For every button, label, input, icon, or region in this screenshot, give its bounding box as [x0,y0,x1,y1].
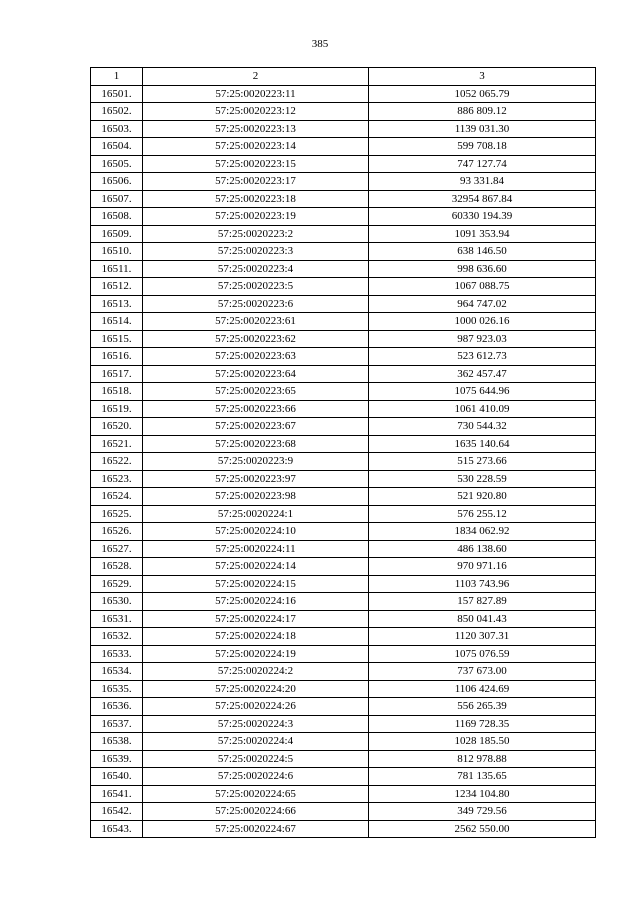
cadastral-id-cell: 57:25:0020224:14 [143,558,369,576]
value-cell: 1169 728.35 [369,715,596,733]
cadastral-id-cell: 57:25:0020224:2 [143,663,369,681]
row-number-cell: 16525. [91,505,143,523]
value-cell: 638 146.50 [369,243,596,261]
value-cell: 32954 867.84 [369,190,596,208]
row-number-cell: 16503. [91,120,143,138]
table-row [91,768,596,786]
value-cell: 523 612.73 [369,348,596,366]
column-header-number: 1 [91,68,143,86]
cadastral-id-cell: 57:25:0020223:97 [143,470,369,488]
row-number-cell: 16530. [91,593,143,611]
table-row [91,610,596,628]
row-number-cell: 16529. [91,575,143,593]
table-row [91,348,596,366]
table-row [91,173,596,191]
cadastral-id-cell: 57:25:0020224:17 [143,610,369,628]
value-cell: 556 265.39 [369,698,596,716]
cadastral-id-cell: 57:25:0020223:12 [143,103,369,121]
cadastral-id-cell: 57:25:0020223:6 [143,295,369,313]
value-cell: 1635 140.64 [369,435,596,453]
table-row [91,418,596,436]
cadastral-id-cell: 57:25:0020224:19 [143,645,369,663]
row-number-cell: 16539. [91,750,143,768]
value-cell: 964 747.02 [369,295,596,313]
value-cell: 730 544.32 [369,418,596,436]
row-number-cell: 16537. [91,715,143,733]
table-row [91,243,596,261]
value-cell: 781 135.65 [369,768,596,786]
row-number-cell: 16509. [91,225,143,243]
cadastral-value-table [90,67,596,838]
table-row [91,803,596,821]
row-number-cell: 16533. [91,645,143,663]
table-row [91,383,596,401]
table-row [91,733,596,751]
cadastral-id-cell: 57:25:0020223:4 [143,260,369,278]
value-cell: 362 457.47 [369,365,596,383]
row-number-cell: 16504. [91,138,143,156]
cadastral-id-cell: 57:25:0020224:1 [143,505,369,523]
row-number-cell: 16522. [91,453,143,471]
cadastral-id-cell: 57:25:0020223:17 [143,173,369,191]
cadastral-id-cell: 57:25:0020223:62 [143,330,369,348]
value-cell: 812 978.88 [369,750,596,768]
row-number-cell: 16518. [91,383,143,401]
value-cell: 157 827.89 [369,593,596,611]
table-row [91,558,596,576]
table-row [91,488,596,506]
table-row [91,330,596,348]
cadastral-id-cell: 57:25:0020223:98 [143,488,369,506]
cadastral-id-cell: 57:25:0020223:9 [143,453,369,471]
row-number-cell: 16519. [91,400,143,418]
cadastral-id-cell: 57:25:0020223:18 [143,190,369,208]
table-row [91,120,596,138]
value-cell: 1052 065.79 [369,85,596,103]
table-row [91,575,596,593]
row-number-cell: 16512. [91,278,143,296]
cadastral-id-cell: 57:25:0020223:14 [143,138,369,156]
table-row [91,785,596,803]
row-number-cell: 16508. [91,208,143,226]
table-row [91,453,596,471]
table-body [91,85,596,838]
table-row [91,820,596,838]
value-cell: 1120 307.31 [369,628,596,646]
table-row [91,505,596,523]
value-cell: 1075 644.96 [369,383,596,401]
row-number-cell: 16541. [91,785,143,803]
table-row [91,138,596,156]
cadastral-id-cell: 57:25:0020223:66 [143,400,369,418]
cadastral-id-cell: 57:25:0020223:15 [143,155,369,173]
row-number-cell: 16531. [91,610,143,628]
row-number-cell: 16536. [91,698,143,716]
table-row [91,103,596,121]
table-row [91,663,596,681]
table-row [91,190,596,208]
value-cell: 521 920.80 [369,488,596,506]
cadastral-id-cell: 57:25:0020223:68 [143,435,369,453]
row-number-cell: 16513. [91,295,143,313]
row-number-cell: 16514. [91,313,143,331]
table-row [91,313,596,331]
cadastral-id-cell: 57:25:0020224:3 [143,715,369,733]
cadastral-id-cell: 57:25:0020224:10 [143,523,369,541]
value-cell: 987 923.03 [369,330,596,348]
cadastral-id-cell: 57:25:0020224:20 [143,680,369,698]
value-cell: 1075 076.59 [369,645,596,663]
table-row [91,715,596,733]
value-cell: 1834 062.92 [369,523,596,541]
table-row [91,540,596,558]
cadastral-id-cell: 57:25:0020223:3 [143,243,369,261]
table-row [91,593,596,611]
value-cell: 1028 185.50 [369,733,596,751]
row-number-cell: 16543. [91,820,143,838]
cadastral-id-cell: 57:25:0020223:13 [143,120,369,138]
cadastral-id-cell: 57:25:0020223:65 [143,383,369,401]
table-row [91,435,596,453]
row-number-cell: 16507. [91,190,143,208]
value-cell: 1091 353.94 [369,225,596,243]
row-number-cell: 16534. [91,663,143,681]
cadastral-id-cell: 57:25:0020223:2 [143,225,369,243]
value-cell: 850 041.43 [369,610,596,628]
cadastral-id-cell: 57:25:0020224:66 [143,803,369,821]
table-row [91,628,596,646]
value-cell: 1103 743.96 [369,575,596,593]
table-row [91,155,596,173]
cadastral-id-cell: 57:25:0020224:5 [143,750,369,768]
value-cell: 1061 410.09 [369,400,596,418]
cadastral-id-cell: 57:25:0020223:11 [143,85,369,103]
row-number-cell: 16515. [91,330,143,348]
column-header-value: 3 [369,68,596,86]
value-cell: 1067 088.75 [369,278,596,296]
table-row [91,750,596,768]
row-number-cell: 16542. [91,803,143,821]
value-cell: 1106 424.69 [369,680,596,698]
cadastral-id-cell: 57:25:0020224:11 [143,540,369,558]
row-number-cell: 16516. [91,348,143,366]
table-row [91,470,596,488]
row-number-cell: 16527. [91,540,143,558]
table-row [91,645,596,663]
cadastral-id-cell: 57:25:0020224:16 [143,593,369,611]
row-number-cell: 16502. [91,103,143,121]
value-cell: 486 138.60 [369,540,596,558]
value-cell: 93 331.84 [369,173,596,191]
cadastral-id-cell: 57:25:0020223:63 [143,348,369,366]
table-row [91,680,596,698]
table-row [91,523,596,541]
value-cell: 998 636.60 [369,260,596,278]
cadastral-id-cell: 57:25:0020223:19 [143,208,369,226]
value-cell: 1139 031.30 [369,120,596,138]
value-cell: 576 255.12 [369,505,596,523]
cadastral-id-cell: 57:25:0020223:67 [143,418,369,436]
row-number-cell: 16526. [91,523,143,541]
row-number-cell: 16521. [91,435,143,453]
value-cell: 886 809.12 [369,103,596,121]
table-row [91,365,596,383]
row-number-cell: 16501. [91,85,143,103]
value-cell: 349 729.56 [369,803,596,821]
row-number-cell: 16535. [91,680,143,698]
row-number-cell: 16517. [91,365,143,383]
table-row [91,260,596,278]
table-row [91,278,596,296]
row-number-cell: 16511. [91,260,143,278]
value-cell: 747 127.74 [369,155,596,173]
table-row [91,698,596,716]
value-cell: 530 228.59 [369,470,596,488]
cadastral-id-cell: 57:25:0020224:65 [143,785,369,803]
cadastral-id-cell: 57:25:0020223:61 [143,313,369,331]
row-number-cell: 16505. [91,155,143,173]
table-header [91,68,596,86]
cadastral-id-cell: 57:25:0020224:26 [143,698,369,716]
value-cell: 60330 194.39 [369,208,596,226]
value-cell: 599 708.18 [369,138,596,156]
table-row [91,225,596,243]
row-number-cell: 16538. [91,733,143,751]
row-number-cell: 16523. [91,470,143,488]
value-cell: 515 273.66 [369,453,596,471]
cadastral-id-cell: 57:25:0020224:6 [143,768,369,786]
row-number-cell: 16510. [91,243,143,261]
header-row [91,68,596,86]
cadastral-id-cell: 57:25:0020224:15 [143,575,369,593]
value-cell: 1234 104.80 [369,785,596,803]
table-row [91,85,596,103]
value-cell: 970 971.16 [369,558,596,576]
row-number-cell: 16520. [91,418,143,436]
page-number: 385 [311,38,329,50]
row-number-cell: 16528. [91,558,143,576]
column-header-cadastral-id: 2 [143,68,369,86]
value-cell: 737 673.00 [369,663,596,681]
table-row [91,208,596,226]
cadastral-id-cell: 57:25:0020224:67 [143,820,369,838]
cadastral-id-cell: 57:25:0020224:18 [143,628,369,646]
table-row [91,400,596,418]
cadastral-id-cell: 57:25:0020223:5 [143,278,369,296]
cadastral-id-cell: 57:25:0020223:64 [143,365,369,383]
table-row [91,295,596,313]
row-number-cell: 16540. [91,768,143,786]
value-cell: 1000 026.16 [369,313,596,331]
row-number-cell: 16532. [91,628,143,646]
row-number-cell: 16524. [91,488,143,506]
value-cell: 2562 550.00 [369,820,596,838]
cadastral-id-cell: 57:25:0020224:4 [143,733,369,751]
row-number-cell: 16506. [91,173,143,191]
